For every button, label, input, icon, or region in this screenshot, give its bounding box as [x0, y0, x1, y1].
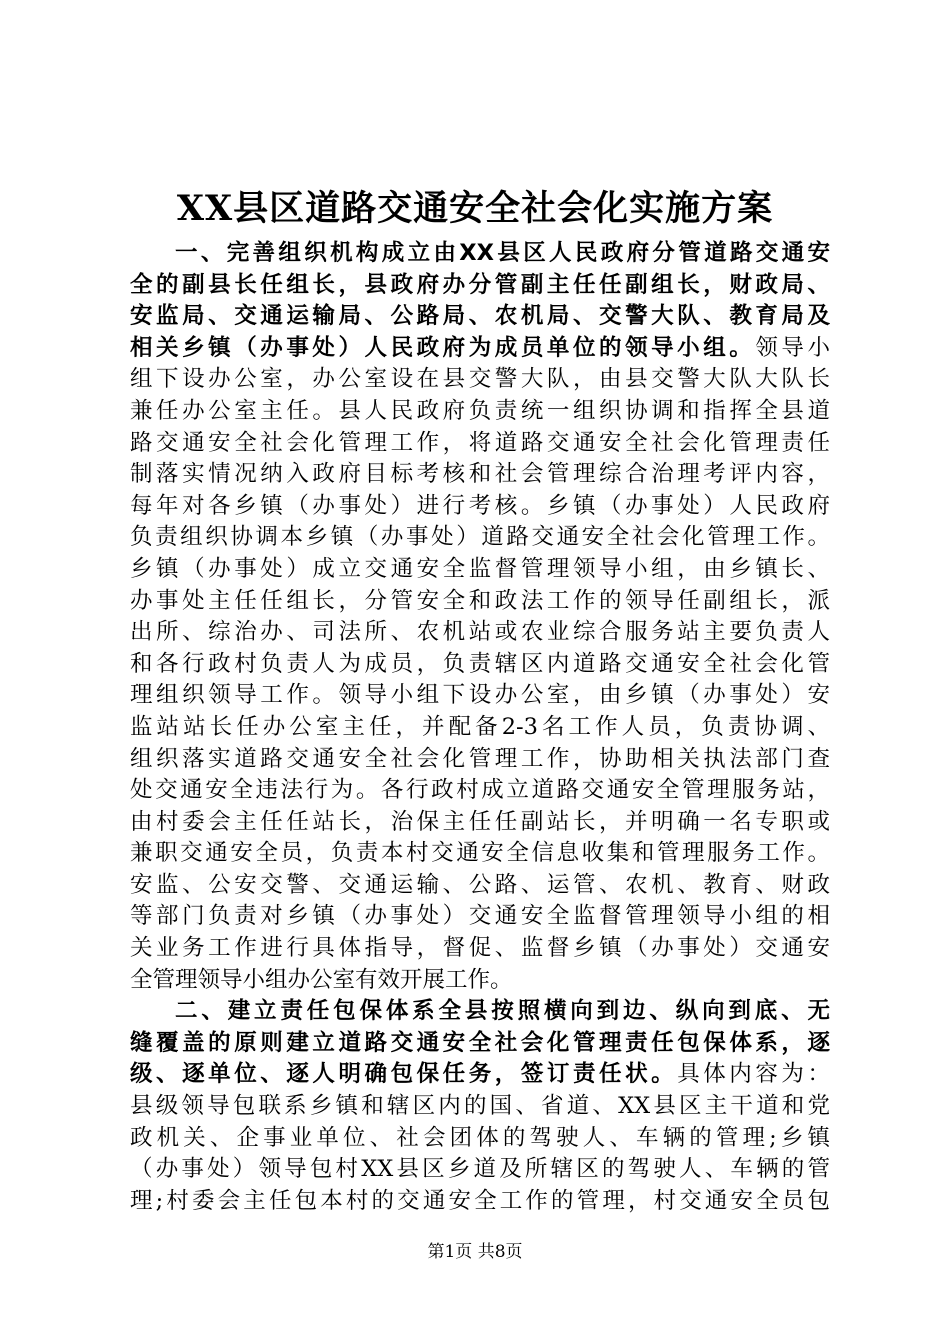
text-run: 路交通安全社会化管理工作，将道路交通安全社会化管理责任: [130, 429, 830, 456]
text-line: [130, 554, 830, 586]
text-line: [130, 870, 830, 902]
bold-text-run: 级、逐单位、逐人明确包保任务，签订责任状。: [130, 1061, 678, 1088]
text-run: 全管理领导小组办公室有效开展工作。: [130, 966, 513, 993]
text-line: [130, 712, 830, 744]
text-run: 领导小: [755, 334, 830, 361]
text-line: [130, 333, 830, 365]
text-line: [130, 1154, 830, 1186]
text-line: [130, 491, 830, 523]
page-footer: 第1页 共8页: [427, 1242, 523, 1262]
text-run: 制落实情况纳入政府目标考核和社会管理综合治理考评内容，: [130, 461, 830, 488]
text-line: [130, 807, 830, 839]
text-line: [130, 238, 830, 270]
text-line: [130, 428, 830, 460]
text-line: [130, 1186, 830, 1218]
bold-text-run: 全的副县长任组长，县政府办分管副主任任副组长，财政局、: [130, 271, 830, 298]
bold-text-run: 相关乡镇（办事处）人民政府为成员单位的领导小组。: [130, 334, 756, 361]
text-run: 兼职交通安全员，负责本村交通安全信息收集和管理服务工作。: [130, 840, 830, 867]
text-run: 每年对各乡镇（办事处）进行考核。乡镇（办事处）人民政府: [130, 492, 830, 519]
text-run: 由村委会主任任站长，治保主任任副站长，并明确一名专职或: [130, 808, 830, 835]
bold-text-run: 一、完善组织机构成立由XX县区人民政府分管道路交通安: [175, 240, 830, 266]
text-line: [130, 965, 830, 997]
text-line: [130, 649, 830, 681]
text-run: 关业务工作进行具体指导，督促、监督乡镇（办事处）交通安: [130, 935, 830, 962]
text-line: [130, 522, 830, 554]
text-line: [130, 680, 830, 712]
text-line: [130, 270, 830, 302]
text-line: [130, 301, 830, 333]
bold-text-run: 安监局、交通运输局、公路局、农机局、交警大队、教育局及: [130, 303, 830, 330]
text-run: 政机关、企事业单位、社会团体的驾驶人、车辆的管理;乡镇: [130, 1124, 830, 1151]
text-run: 负责组织协调本乡镇（办事处）道路交通安全社会化管理工作。: [130, 524, 830, 551]
text-line: [130, 1028, 830, 1060]
text-line: [130, 838, 830, 870]
bold-text-run: 缝覆盖的原则建立道路交通安全社会化管理责任包保体系，逐: [130, 1029, 830, 1056]
text-run: 理组织领导工作。领导小组下设办公室，由乡镇（办事处）安: [130, 682, 830, 709]
text-run: 安监、公安交警、交通运输、公路、运管、农机、教育、财政: [130, 871, 830, 898]
text-run: 县级领导包联系乡镇和辖区内的国、省道、XX县区主干道和党: [130, 1093, 830, 1120]
text-line: [130, 364, 830, 396]
text-run: 组织落实道路交通安全社会化管理工作，协助相关执法部门查: [130, 745, 830, 772]
text-line: [130, 901, 830, 933]
text-line: [130, 586, 830, 618]
text-line: [130, 1091, 830, 1123]
document-title: XX县区道路交通安全社会化实施方案: [176, 188, 774, 229]
text-run: 和各行政村负责人为成员，负责辖区内道路交通安全社会化管: [130, 650, 830, 677]
text-run: 等部门负责对乡镇（办事处）交通安全监督管理领导小组的相: [130, 903, 830, 930]
text-line: [130, 617, 830, 649]
text-run: 办事处主任任组长，分管安全和政法工作的领导任副组长，派: [130, 587, 830, 614]
text-line: [130, 1123, 830, 1155]
text-line: [130, 396, 830, 428]
text-run: 兼任办公室主任。县人民政府负责统一组织协调和指挥全县道: [130, 397, 830, 424]
text-run: 具体内容为：: [677, 1061, 830, 1088]
text-run: 组下设办公室，办公室设在县交警大队，由县交警大队大队长: [130, 366, 830, 393]
text-line: [130, 744, 830, 776]
text-line: [130, 996, 830, 1028]
text-run: （办事处）领导包村XX县区乡道及所辖区的驾驶人、车辆的管: [130, 1156, 830, 1183]
text-run: 乡镇（办事处）成立交通安全监督管理领导小组，由乡镇长、: [130, 555, 830, 582]
text-line: [130, 1059, 830, 1091]
text-line: [130, 459, 830, 491]
text-line: [130, 933, 830, 965]
document-body: [130, 238, 830, 1217]
text-run: 监站站长任办公室主任，并配备2-3名工作人员，负责协调、: [130, 713, 830, 740]
bold-text-run: 二、建立责任包保体系全县按照横向到边、纵向到底、无: [175, 998, 830, 1025]
text-run: 出所、综治办、司法所、农机站或农业综合服务站主要负责人: [130, 619, 830, 646]
text-run: 处交通安全违法行为。各行政村成立道路交通安全管理服务站，: [130, 777, 830, 804]
text-line: [130, 775, 830, 807]
text-run: 理;村委会主任包本村的交通安全工作的管理，村交通安全员包: [130, 1187, 830, 1214]
